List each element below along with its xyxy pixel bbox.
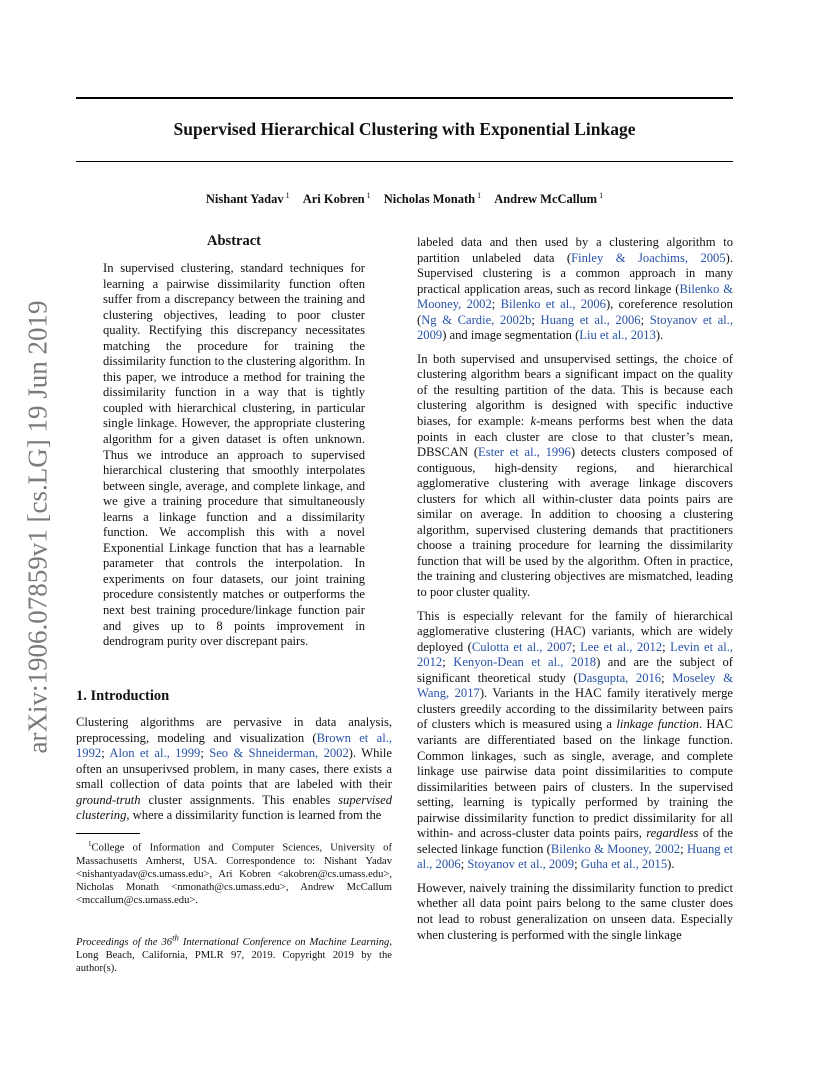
text-run: ) detects clusters composed of contiguous, high-density regions, and hierarchical agglomerative clustering with average linkage discovers clusters for which all within-cluster data points pairs are similar on average. In addition to choosing a clustering algorithm, supervised clustering demands that practitioners choose a training procedure for learning the dissimilarity function that will be used by the algorithm. Often in practice, the training and clustering objectives are mismatched, leading to poor cluster quality. (417, 445, 734, 600)
introduction-body (76, 715, 392, 824)
paragraph (417, 609, 733, 873)
citation-link[interactable]: Brown et al., 1992 (76, 730, 392, 761)
proceedings-note (76, 931, 392, 975)
text-run: ). Variants in the HAC family iteratively merge clusters greedily according to the dissimilarity between pairs of clusters which is measured using a (417, 686, 734, 732)
citation-link[interactable]: Seo & Shneiderman, 2002 (209, 746, 349, 761)
text-run: ; (442, 655, 454, 670)
text-run: . HAC variants are differentiated based on the linkage function. Common linkages, such as single, average, and complete linkage use pairwise data point dissimilarities to compute dissimilarities between pairs of clusters. In the supervised setting, learning is typically performed by training the pairwise dissimilarity function to predict dissimilarity for all within- and across-cluster data points pairs, (417, 717, 733, 841)
citation-link[interactable]: Liu et al., 2013 (579, 328, 656, 343)
paper-title: Supervised Hierarchical Clustering with Exponential Linkage (173, 119, 636, 139)
citation-link[interactable]: Bilenko & Mooney, 2002 (550, 841, 681, 856)
introduction-heading: 1. Introduction (76, 688, 170, 704)
arxiv-identifier: arXiv:1906.07859v1 [cs.LG] 19 Jun 2019 (22, 300, 53, 754)
text-run: , Long Beach, California, PMLR 97, 2019. Copyright 2019 by the author(s). (76, 936, 392, 974)
text-run: , where a dissimilarity function is learned from the (126, 808, 382, 823)
text-run: labeled data and then used by a clustering algorithm to partition unlabeled data ( (417, 235, 733, 265)
author-3 (384, 192, 481, 206)
ordinal-suffix: th (172, 932, 179, 942)
citation-link[interactable]: Huang et al., 2006 (540, 312, 641, 327)
paragraph: However, naively training the dissimilarity function to predict whether all data point pairs belong to the same cluster does not lead to robust generalization on unseen data. Especially when clustering is performed with the single linkage (417, 880, 733, 942)
paragraph (417, 235, 733, 344)
citation-link[interactable]: Ng & Cardie, 2002b (421, 312, 532, 327)
author-1 (206, 192, 290, 206)
text-run: -means performs best when the data points in each cluster are close to that cluster’s mean, DBSCAN ( (417, 414, 734, 460)
citation-link[interactable]: Stoyanov et al., 2009 (417, 312, 733, 343)
author-4 (494, 192, 603, 206)
citation-link[interactable]: Bilenko et al., 2006 (500, 297, 606, 312)
footnote-body: College of Information and Computer Sciences, University of Massachusetts Amherst, USA. Correspondence to: Nishant Yadav <nishantyadav@cs.umass.edu>, Ari Kobren <akobren@cs.umass.edu>, Nicholas Monath <nmonath@cs.umass.edu>, Andrew McCallum <mccallum@cs.umass.edu>. (76, 842, 392, 906)
affiliation-footnote (76, 838, 392, 907)
footnote-mark: 1 (88, 840, 92, 848)
emphasis: regardless (646, 826, 699, 841)
proceedings-text (76, 931, 392, 975)
text-run: ) and image segmentation ( (442, 328, 580, 343)
right-column (417, 235, 733, 951)
text-run: ; (661, 670, 673, 685)
text-run: ; (662, 639, 671, 654)
citation-link[interactable]: Huang et al., 2006 (417, 841, 733, 872)
citation-link[interactable]: Stoyanov et al., 2009 (467, 857, 575, 872)
text-run: ; (574, 857, 581, 872)
citation-link[interactable]: Moseley & Wang, 2017 (417, 670, 733, 701)
paragraph (417, 352, 733, 601)
emphasis: k (530, 414, 537, 429)
arxiv-sidebar (16, 292, 60, 762)
affiliation-mark: 1 (285, 191, 290, 200)
text-run: International Conference on Machine Learning (178, 936, 390, 948)
text-run: ). Supervised clustering is a common approach in many practical application areas, such as record linkage ( (417, 250, 733, 296)
citation-link[interactable]: Lee et al., 2012 (580, 639, 663, 654)
text-run: ). (655, 328, 664, 343)
citation-link[interactable]: Alon et al., 1999 (109, 746, 201, 761)
abstract-text: In supervised clustering, standard techniques for learning a pairwise dissimilarity function often suffer from a discrepancy between the training and clustering objectives, leading to poor cluster quality. Rectifying this discrepancy necessitates matching the procedure for training the dissimilarity function to the clustering algorithm. In this paper, we introduce a method for training the dissimilarity function in a way that is tightly coupled with hierarchical clustering, in particular single linkage. However, the appropriate clustering algorithm for a given dataset is often unknown. Thus we introduce an approach to supervised hierarchical clustering that smoothly interpolates between single, average, and complete linkage, and we give a training procedure that simultaneously learns a linkage function and a dissimilarity function. We accomplish this with a novel Exponential Linkage function that has a learnable parameter that controls the interpolation. In experiments on four datasets, our joint training procedure consistently matches or outperforms the next best training procedure/linkage function pair and gives up to 8 points improvement in dendrogram purity over discrepant pairs. (103, 261, 365, 649)
text-run: ; (200, 746, 210, 761)
affiliation-mark: 1 (477, 191, 482, 200)
abstract-body (103, 261, 365, 650)
affiliation-mark: 1 (366, 191, 371, 200)
emphasis: linkage function (616, 717, 699, 732)
author-name: Andrew McCallum (494, 192, 598, 207)
citation-link[interactable]: Bilenko & Mooney, 2002 (417, 281, 733, 312)
abstract-heading: Abstract (207, 233, 261, 249)
author-name: Nicholas Monath (383, 192, 476, 207)
text-run: Clustering algorithms are pervasive in data analysis, preprocessing, modeling and visualization ( (76, 715, 392, 745)
footnote-rule (76, 833, 140, 834)
text-run: ; (640, 312, 650, 327)
author-name: Nishant Yadav (205, 192, 284, 207)
author-name: Ari Kobren (302, 192, 365, 207)
text-run: ; (101, 746, 110, 761)
title-rule-top (76, 97, 733, 99)
text-run: This is especially relevant for the family of hierarchical agglomerative clustering (HAC) variants, which are widely deployed ( (417, 608, 733, 654)
text-run: Proceedings of the 36 (76, 936, 173, 948)
author-list (76, 191, 733, 207)
title-rule-bottom (76, 161, 733, 162)
text-run: ; (460, 857, 468, 872)
author-2 (303, 192, 371, 206)
footnote-text (76, 838, 392, 907)
citation-link[interactable]: Finley & Joachims, 2005 (571, 250, 726, 265)
intro-paragraph (76, 715, 392, 824)
citation-link[interactable]: Guha et al., 2015 (580, 857, 668, 872)
emphasis: ground-truth (76, 792, 141, 807)
text-run: ; (572, 639, 581, 654)
text-run: ). (667, 857, 675, 872)
venue (76, 932, 390, 948)
text-run: ), coreference resolution ( (417, 297, 733, 327)
citation-link[interactable]: Dasgupta, 2016 (577, 670, 662, 685)
text-run: of the selected linkage function ( (417, 826, 733, 856)
text-run: ; (531, 312, 541, 327)
affiliation-mark: 1 (599, 191, 604, 200)
text-run: ; (491, 297, 501, 312)
emphasis: supervised clustering (76, 792, 392, 823)
text-run: cluster assignments. This enables (140, 792, 339, 807)
text-run: ; (680, 841, 687, 856)
citation-link[interactable]: Culotta et al., 2007 (471, 639, 573, 654)
citation-link[interactable]: Levin et al., 2012 (417, 639, 733, 670)
text-run: ) and are the subject of significant theoretical study ( (417, 655, 734, 685)
citation-link[interactable]: Kenyon-Dean et al., 2018 (453, 655, 597, 670)
citation-link[interactable]: Ester et al., 1996 (478, 445, 571, 460)
text-run: ). While often an unsuperivsed problem, in many cases, there exists a small collection of data points that are labeled with their (76, 746, 393, 792)
text-run: In both supervised and unsupervised settings, the choice of clustering algorithm bears a significant impact on the quality of the resulting partition of the data. This is because each clustering algorithm is designed with specific inductive biases, for example: (417, 351, 733, 429)
